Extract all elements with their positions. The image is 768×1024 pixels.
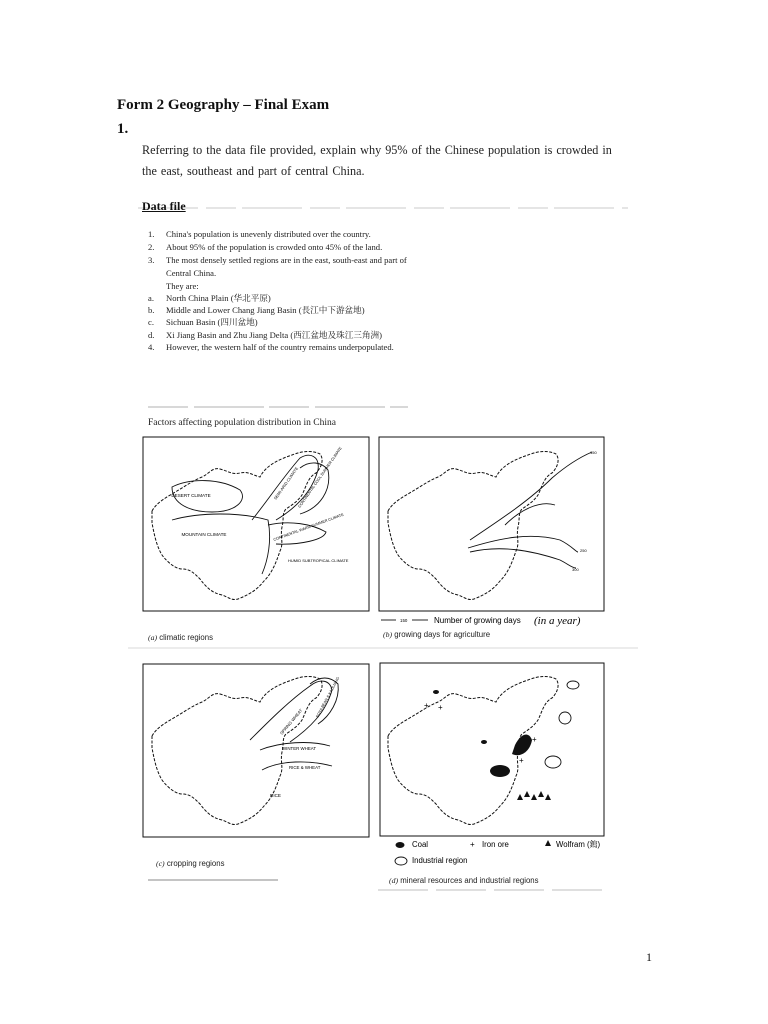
factors-heading: Factors affecting population distribution in China xyxy=(148,418,336,428)
legend-industrial: Industrial region xyxy=(412,856,468,865)
region-item: b. Middle and Lower Chang Jiang Basin (長江中下游盆地) xyxy=(148,305,365,316)
coal-legend-icon xyxy=(396,842,405,848)
page-number: 1 xyxy=(646,950,652,964)
iso-150: 150 xyxy=(590,450,597,455)
map-growing-days xyxy=(379,437,604,611)
caption-map-d: (d) mineral resources and industrial regions xyxy=(389,876,539,885)
map-cropping-regions xyxy=(143,664,369,837)
map-climatic-regions xyxy=(143,437,369,611)
label-cont-cool: CONTINENTAL COOL SUMMER CLIMATE xyxy=(297,446,343,509)
they-are-label: They are: xyxy=(166,280,199,291)
legend-coal: Coal xyxy=(412,840,429,849)
iron-ore-mark: + xyxy=(519,756,524,765)
iron-ore-mark: + xyxy=(424,701,429,710)
region-item: a. North China Plain (华北平原) xyxy=(148,293,271,304)
label-rice-wheat: RICE & WHEAT xyxy=(289,765,321,770)
map-mineral-resources xyxy=(380,663,604,836)
label-semi-arid: SEMI-ARID CLIMATE xyxy=(272,465,300,501)
label-spring-wheat: SPRING WHEAT xyxy=(278,707,304,736)
page-title: Form 2 Geography – Final Exam xyxy=(117,97,330,113)
industrial-legend-icon xyxy=(395,857,407,865)
legend-minerals xyxy=(395,839,600,865)
iron-ore-mark: + xyxy=(532,735,537,744)
iso-250: 250 xyxy=(580,548,587,553)
legend-wolfram: Wolfram (鎢) xyxy=(556,840,601,849)
label-desert: DESERT CLIMATE xyxy=(171,493,211,498)
question-number: 1. xyxy=(117,121,129,137)
caption-map-b: (b) growing days for agriculture xyxy=(383,630,491,639)
caption-map-c: (c) cropping regions xyxy=(156,859,225,868)
caption-map-a: (a) climatic regions xyxy=(148,633,213,642)
wolfram-legend-icon xyxy=(545,840,551,846)
label-rice: RICE xyxy=(270,793,281,798)
label-humid: HUMID SUBTROPICAL CLIMATE xyxy=(288,558,349,563)
data-file-item: 4. However, the western half of the country remains underpopulated. xyxy=(148,341,394,352)
legend-value: 150 xyxy=(400,618,408,623)
question-text: Referring to the data file provided, explain why 95% of the Chinese population is crowded in the east, southeast and part of central China. xyxy=(142,143,612,178)
label-soya: SOYA BEAN & KAOLIANG xyxy=(315,676,341,719)
label-cont-warm: CONTINENTAL WARM SUMMER CLIMATE xyxy=(272,512,345,542)
region-item: c. Sichuan Basin (四川盆地) xyxy=(148,317,258,328)
label-mountain: MOUNTAIN CLIMATE xyxy=(181,532,227,537)
data-file-heading: Data file xyxy=(142,199,186,213)
legend-iron: Iron ore xyxy=(482,840,509,849)
legend-text: Number of growing days xyxy=(434,616,521,625)
wolfram-marks xyxy=(517,791,551,800)
data-file-item: 3. The most densely settled regions are in the east, south-east and part of Central China. xyxy=(148,255,407,278)
iron-legend-icon: + xyxy=(470,840,475,849)
legend-growing-days xyxy=(381,615,581,627)
legend-note: (in a year) xyxy=(534,615,581,627)
data-file-item: 1. China's population is unevenly distributed over the country. xyxy=(148,229,371,239)
label-winter-wheat: WINTER WHEAT xyxy=(282,746,317,751)
iso-300: 300 xyxy=(572,567,579,572)
data-file-item: 2. About 95% of the population is crowded onto 45% of the land. xyxy=(148,242,383,253)
region-item: d. Xi Jiang Basin and Zhu Jiang Delta (西江盆地及珠江三角洲) xyxy=(148,329,383,340)
iron-ore-mark: + xyxy=(438,703,443,712)
